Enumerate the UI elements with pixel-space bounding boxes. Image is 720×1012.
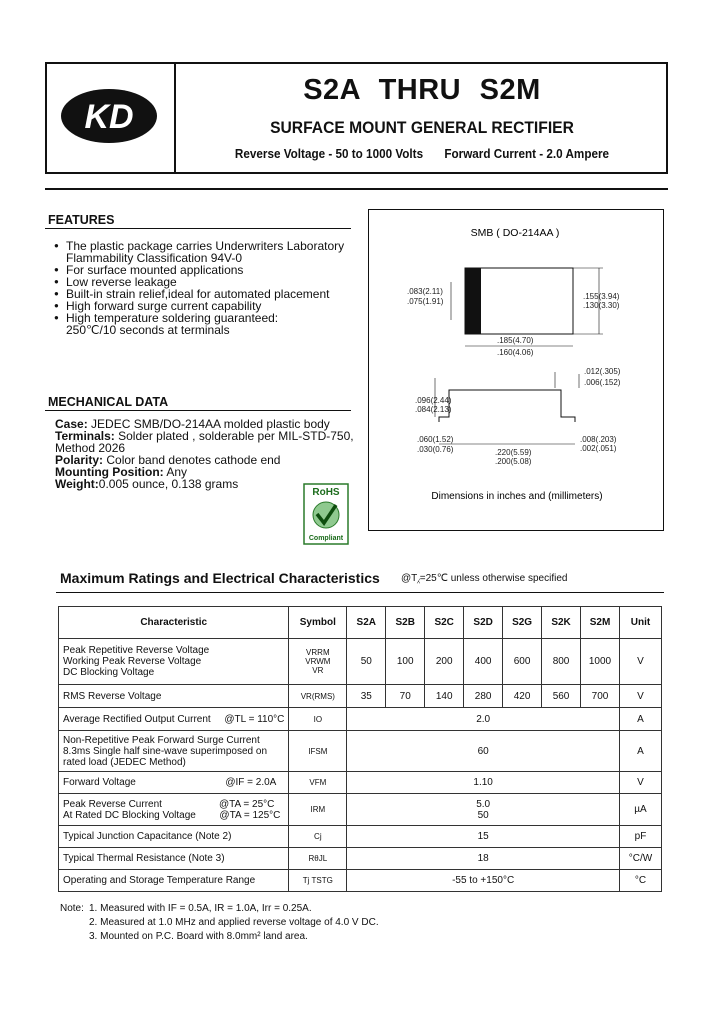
svg-text:.075(1.91): .075(1.91) — [407, 297, 444, 306]
note-3: 3. Mounted on P.C. Board with 8.0mm² land area. — [89, 931, 308, 942]
case-line: Case: JEDEC SMB/DO-214AA molded plastic body — [55, 417, 330, 431]
col-unit: Unit — [619, 607, 661, 639]
svg-text:.200(5.08): .200(5.08) — [495, 457, 532, 466]
rohs-badge — [303, 483, 349, 545]
header-divider — [45, 188, 668, 190]
feature-item: ● Low reverse leakage — [48, 276, 358, 288]
logo-cell — [45, 62, 176, 174]
table-row: Typical Thermal Resistance (Note 3) RθJL 18 °C/W — [59, 848, 662, 870]
table-row: Peak Reverse Current @TA = 25°C At Rated DC Blocking Voltage @TA = 125°C IRM 5.0 50 µA — [59, 794, 662, 826]
terminals-line-2: Method 2026 — [55, 441, 126, 455]
svg-text:.008(.203): .008(.203) — [580, 435, 617, 444]
col-part: S2D — [464, 607, 503, 639]
feature-item: ● Built-in strain relief,ideal for automated placement — [48, 288, 358, 300]
mechanical-title: MECHANICAL DATA — [48, 395, 169, 409]
col-part: S2G — [503, 607, 542, 639]
svg-text:.060(1.52): .060(1.52) — [417, 435, 454, 444]
col-part: S2A — [347, 607, 386, 639]
features-title: FEATURES — [48, 213, 115, 227]
svg-text:.155(3.94): .155(3.94) — [583, 292, 620, 301]
svg-text:.160(4.06): .160(4.06) — [497, 348, 534, 357]
svg-text:.096(2.44): .096(2.44) — [415, 396, 452, 405]
svg-text:.084(2.13): .084(2.13) — [415, 405, 452, 414]
svg-text:.083(2.11): .083(2.11) — [407, 287, 443, 296]
polarity-line: Polarity: Color band denotes cathode end — [55, 453, 281, 467]
rohs-compliant-text: Compliant — [308, 535, 344, 542]
table-row: Non-Repetitive Peak Forward Surge Current 8.3ms Single half sine-wave superimposed on rated load (JEDEC Method) IFSM 60 A — [59, 731, 662, 772]
ratings-table — [58, 606, 662, 892]
mechanical-list — [55, 418, 365, 490]
col-symbol: Symbol — [289, 607, 347, 639]
table-row: Typical Junction Capacitance (Note 2) Cj 15 pF — [59, 826, 662, 848]
svg-text:.006(.152): .006(.152) — [584, 378, 621, 387]
col-characteristic: Characteristic — [59, 607, 289, 639]
col-part: S2K — [542, 607, 581, 639]
ratings-rule — [56, 592, 664, 593]
cathode-band — [465, 268, 481, 334]
col-part: S2M — [581, 607, 620, 639]
reverse-voltage: Reverse Voltage - 50 to 1000 Volts — [234, 146, 424, 161]
rohs-text: RoHS — [312, 487, 340, 498]
svg-text:.220(5.59): .220(5.59) — [495, 448, 532, 457]
svg-text:.185(4.70): .185(4.70) — [497, 336, 534, 345]
table-row: Forward Voltage @IF = 2.0A VFM 1.10 V — [59, 772, 662, 794]
mounting-line: Mounting Position: Any — [55, 465, 187, 479]
table-row: Operating and Storage Temperature Range Tj TSTG -55 to +150°C °C — [59, 870, 662, 892]
feature-item-cont: Flammability Classification 94V-0 — [66, 251, 243, 265]
page-subtitle: SURFACE MOUNT GENERAL RECTIFIER — [270, 118, 574, 137]
feature-item: ● For surface mounted applications — [48, 264, 358, 276]
features-list — [48, 240, 358, 336]
svg-text:.002(.051): .002(.051) — [580, 444, 617, 453]
spec-line — [201, 146, 644, 161]
feature-item: ● High temperature soldering guaranteed: — [48, 312, 358, 324]
dimensions-caption: Dimensions in inches and (millimeters) — [431, 491, 603, 502]
table-row: Average Rectified Output Current @TL = 110°C IO 2.0 A — [59, 708, 662, 731]
package-side-view — [439, 390, 575, 422]
notes-label: Note: — [60, 903, 84, 914]
package-drawing — [369, 210, 663, 530]
svg-text:.012(.305): .012(.305) — [584, 367, 621, 376]
logo-text: KD — [84, 98, 134, 136]
package-box — [368, 209, 664, 531]
ratings-title: Maximum Ratings and Electrical Characteristics — [60, 570, 380, 586]
page-title: S2A THRU S2M — [303, 74, 541, 106]
ratings-condition: @T⁁=25℃ unless otherwise specified — [401, 573, 568, 584]
mechanical-rule — [45, 410, 351, 411]
weight-line: Weight:0.005 ounce, 0.138 grams — [55, 477, 239, 491]
package-name: SMB ( DO-214AA ) — [470, 227, 560, 239]
note-2: 2. Measured at 1.0 MHz and applied reverse voltage of 4.0 V DC. — [89, 917, 379, 928]
table-header-row — [59, 607, 662, 639]
forward-current: Forward Current - 2.0 Ampere — [444, 146, 610, 161]
table-row: Peak Repetitive Reverse Voltage Working Peak Reverse Voltage DC Blocking Voltage VRRM VRWM VR 50 100 200 400 600 800 1000 V — [59, 639, 662, 685]
table-row: RMS Reverse Voltage VR(RMS) 35 70 140 280 420 560 700 V — [59, 685, 662, 708]
kd-logo — [45, 62, 172, 170]
package-body-top — [465, 268, 573, 334]
note-1: 1. Measured with IF = 0.5A, IR = 1.0A, Irr = 0.25A. — [89, 903, 312, 914]
svg-text:.130(3.30): .130(3.30) — [583, 301, 620, 310]
features-rule — [45, 228, 351, 229]
feature-item-cont: 250℃/10 seconds at terminals — [66, 323, 230, 337]
col-part: S2B — [386, 607, 425, 639]
feature-item: ● The plastic package carries Underwriters Laboratory — [48, 240, 358, 252]
notes-list — [89, 902, 649, 944]
svg-text:.030(0.76): .030(0.76) — [417, 445, 454, 454]
feature-item: ● High forward surge current capability — [48, 300, 358, 312]
terminals-line: Terminals: Solder plated , solderable per MIL-STD-750, — [55, 429, 354, 443]
col-part: S2C — [425, 607, 464, 639]
